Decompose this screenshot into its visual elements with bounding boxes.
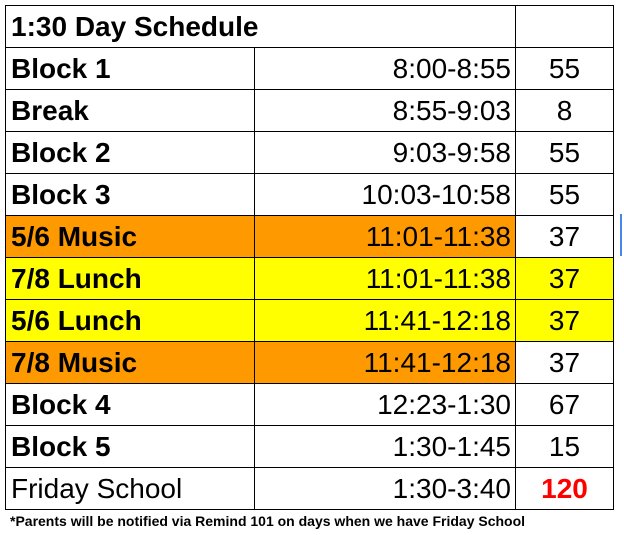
minutes-cell[interactable]: 37	[516, 342, 614, 384]
time-range-cell[interactable]: 11:41-12:18	[255, 300, 516, 342]
period-name-cell[interactable]: Block 1	[6, 48, 255, 90]
minutes-cell[interactable]: 55	[516, 48, 614, 90]
schedule-row	[6, 426, 614, 468]
minutes-cell[interactable]: 15	[516, 426, 614, 468]
minutes-cell[interactable]: 37	[516, 216, 614, 258]
period-name-cell[interactable]: 7/8 Music	[6, 342, 255, 384]
period-name-cell[interactable]: Block 2	[6, 132, 255, 174]
schedule-row	[6, 468, 614, 510]
schedule-row	[6, 174, 614, 216]
time-range-cell[interactable]: 1:30-1:45	[255, 426, 516, 468]
selection-edge-marker	[620, 214, 622, 256]
time-range-cell[interactable]: 1:30-3:40	[255, 468, 516, 510]
schedule-row	[6, 48, 614, 90]
time-range-cell[interactable]: 11:01-11:38	[255, 216, 516, 258]
time-range-cell[interactable]: 8:00-8:55	[255, 48, 516, 90]
schedule-table	[5, 5, 614, 510]
schedule-row	[6, 216, 614, 258]
time-range-cell[interactable]: 10:03-10:58	[255, 174, 516, 216]
title-row	[6, 6, 614, 48]
time-range-cell[interactable]: 9:03-9:58	[255, 132, 516, 174]
schedule-row	[6, 342, 614, 384]
period-name-cell[interactable]: Block 5	[6, 426, 255, 468]
time-range-cell[interactable]: 12:23-1:30	[255, 384, 516, 426]
minutes-cell[interactable]: 67	[516, 384, 614, 426]
minutes-cell[interactable]: 37	[516, 300, 614, 342]
schedule-sheet	[5, 5, 614, 510]
period-name-cell[interactable]: 5/6 Music	[6, 216, 255, 258]
schedule-row	[6, 258, 614, 300]
period-name-cell[interactable]: Block 3	[6, 174, 255, 216]
minutes-cell[interactable]: 37	[516, 258, 614, 300]
minutes-cell[interactable]: 55	[516, 132, 614, 174]
minutes-cell[interactable]: 120	[516, 468, 614, 510]
period-name-cell[interactable]: 5/6 Lunch	[6, 300, 255, 342]
minutes-cell[interactable]: 8	[516, 90, 614, 132]
footnote: *Parents will be notified via Remind 101 on days when we have Friday School	[10, 513, 526, 529]
minutes-cell[interactable]: 55	[516, 174, 614, 216]
period-name-cell[interactable]: Break	[6, 90, 255, 132]
schedule-title[interactable]: 1:30 Day Schedule	[6, 6, 516, 48]
time-range-cell[interactable]: 11:01-11:38	[255, 258, 516, 300]
title-empty-cell[interactable]	[516, 6, 614, 48]
period-name-cell[interactable]: 7/8 Lunch	[6, 258, 255, 300]
schedule-row	[6, 90, 614, 132]
time-range-cell[interactable]: 11:41-12:18	[255, 342, 516, 384]
time-range-cell[interactable]: 8:55-9:03	[255, 90, 516, 132]
schedule-row	[6, 132, 614, 174]
schedule-row	[6, 300, 614, 342]
schedule-row	[6, 384, 614, 426]
period-name-cell[interactable]: Block 4	[6, 384, 255, 426]
period-name-cell[interactable]: Friday School	[6, 468, 255, 510]
